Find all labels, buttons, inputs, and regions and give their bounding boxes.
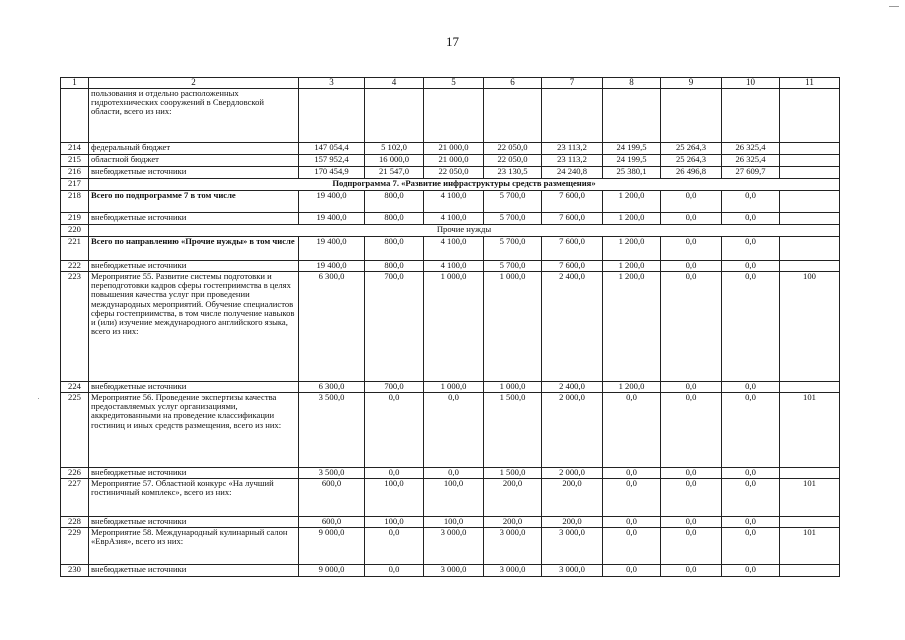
row-number: 219 bbox=[61, 212, 89, 224]
amount-cell: 200,0 bbox=[484, 516, 542, 527]
table-row bbox=[61, 478, 840, 516]
amount-cell: 27 609,7 bbox=[722, 166, 780, 178]
amount-cell: 3 500,0 bbox=[299, 392, 365, 467]
amount-cell: 3 000,0 bbox=[542, 527, 603, 564]
amount-cell: 800,0 bbox=[365, 260, 424, 271]
row-description: внебюджетные источники bbox=[89, 564, 299, 576]
amount-cell: 0,0 bbox=[603, 516, 661, 527]
amount-cell: 0,0 bbox=[661, 478, 722, 516]
amount-cell: 700,0 bbox=[365, 271, 424, 381]
amount-cell: 23 113,2 bbox=[542, 142, 603, 154]
row-number: 215 bbox=[61, 154, 89, 166]
amount-cell: 0,0 bbox=[661, 212, 722, 224]
table-row bbox=[61, 392, 840, 467]
amount-cell: 1 200,0 bbox=[603, 236, 661, 260]
amount-cell bbox=[542, 88, 603, 142]
row-number: 221 bbox=[61, 236, 89, 260]
amount-cell: 100,0 bbox=[424, 516, 484, 527]
amount-cell: 19 400,0 bbox=[299, 260, 365, 271]
amount-cell: 3 000,0 bbox=[424, 564, 484, 576]
amount-cell: 3 500,0 bbox=[299, 467, 365, 478]
amount-cell: 4 100,0 bbox=[424, 190, 484, 212]
amount-cell: 0,0 bbox=[661, 190, 722, 212]
column-header: 9 bbox=[661, 78, 722, 89]
amount-cell: 200,0 bbox=[542, 478, 603, 516]
amount-cell: 0,0 bbox=[722, 392, 780, 467]
amount-cell: 0,0 bbox=[661, 236, 722, 260]
amount-cell bbox=[661, 88, 722, 142]
column-header: 6 bbox=[484, 78, 542, 89]
column-header: 2 bbox=[89, 78, 299, 89]
amount-cell: 700,0 bbox=[365, 381, 424, 392]
amount-cell: 9 000,0 bbox=[299, 564, 365, 576]
amount-cell: 26 325,4 bbox=[722, 142, 780, 154]
table-row bbox=[61, 224, 840, 236]
amount-cell: 170 454,9 bbox=[299, 166, 365, 178]
column-header: 1 bbox=[61, 78, 89, 89]
amount-cell: 25 264,3 bbox=[661, 154, 722, 166]
table-row bbox=[61, 166, 840, 178]
row-number: 227 bbox=[61, 478, 89, 516]
amount-cell: 26 325,4 bbox=[722, 154, 780, 166]
amount-cell: 0,0 bbox=[661, 271, 722, 381]
budget-table-container bbox=[60, 77, 839, 577]
amount-cell bbox=[424, 88, 484, 142]
row-number: 220 bbox=[61, 224, 89, 236]
column-header: 5 bbox=[424, 78, 484, 89]
column-header: 10 bbox=[722, 78, 780, 89]
row-description: внебюджетные источники bbox=[89, 166, 299, 178]
target-indicator-cell bbox=[780, 260, 840, 271]
column-header: 7 bbox=[542, 78, 603, 89]
amount-cell: 19 400,0 bbox=[299, 236, 365, 260]
section-heading: Подпрограмма 7. «Развитие инфраструктуры средств размещения» bbox=[89, 178, 840, 190]
amount-cell: 0,0 bbox=[722, 260, 780, 271]
amount-cell: 100,0 bbox=[424, 478, 484, 516]
amount-cell: 0,0 bbox=[722, 381, 780, 392]
amount-cell: 5 700,0 bbox=[484, 260, 542, 271]
scan-mark bbox=[38, 398, 39, 399]
amount-cell: 19 400,0 bbox=[299, 212, 365, 224]
target-indicator-cell: 101 bbox=[780, 392, 840, 467]
row-description: внебюджетные источники bbox=[89, 467, 299, 478]
amount-cell: 0,0 bbox=[603, 392, 661, 467]
row-description: федеральный бюджет bbox=[89, 142, 299, 154]
amount-cell: 6 300,0 bbox=[299, 381, 365, 392]
amount-cell: 0,0 bbox=[722, 190, 780, 212]
amount-cell: 24 240,8 bbox=[542, 166, 603, 178]
row-number: 225 bbox=[61, 392, 89, 467]
table-body bbox=[61, 88, 840, 576]
row-number bbox=[61, 88, 89, 142]
amount-cell: 19 400,0 bbox=[299, 190, 365, 212]
table-row bbox=[61, 178, 840, 190]
amount-cell: 3 000,0 bbox=[424, 527, 484, 564]
target-indicator-cell bbox=[780, 467, 840, 478]
amount-cell: 157 952,4 bbox=[299, 154, 365, 166]
amount-cell: 2 400,0 bbox=[542, 271, 603, 381]
column-header: 11 bbox=[780, 78, 840, 89]
row-description: Мероприятие 55. Развитие системы подготовки и переподготовки кадров сферы гостеприимства в целях повышения качества услуг при проведении международных мероприятий. Обучение специалистов сферы гостеприимства, в том числе получение навыков и (или) изучение международного английского языка, всего из них: bbox=[89, 271, 299, 381]
amount-cell: 1 200,0 bbox=[603, 190, 661, 212]
row-description: Всего по направлению «Прочие нужды» в том числе bbox=[89, 236, 299, 260]
amount-cell: 0,0 bbox=[722, 478, 780, 516]
row-description: внебюджетные источники bbox=[89, 212, 299, 224]
amount-cell: 1 000,0 bbox=[484, 271, 542, 381]
table-row bbox=[61, 88, 840, 142]
amount-cell: 21 547,0 bbox=[365, 166, 424, 178]
amount-cell: 0,0 bbox=[661, 467, 722, 478]
target-indicator-cell bbox=[780, 190, 840, 212]
amount-cell: 1 200,0 bbox=[603, 212, 661, 224]
row-number: 230 bbox=[61, 564, 89, 576]
amount-cell bbox=[603, 88, 661, 142]
target-indicator-cell bbox=[780, 236, 840, 260]
table-row bbox=[61, 154, 840, 166]
amount-cell: 22 050,0 bbox=[484, 154, 542, 166]
amount-cell: 24 199,5 bbox=[603, 154, 661, 166]
amount-cell: 23 130,5 bbox=[484, 166, 542, 178]
section-heading: Прочие нужды bbox=[89, 224, 840, 236]
amount-cell: 100,0 bbox=[365, 478, 424, 516]
amount-cell: 0,0 bbox=[365, 527, 424, 564]
amount-cell: 200,0 bbox=[542, 516, 603, 527]
amount-cell: 5 102,0 bbox=[365, 142, 424, 154]
amount-cell: 600,0 bbox=[299, 478, 365, 516]
row-number: 228 bbox=[61, 516, 89, 527]
amount-cell: 6 300,0 bbox=[299, 271, 365, 381]
target-indicator-cell bbox=[780, 154, 840, 166]
column-header: 4 bbox=[365, 78, 424, 89]
amount-cell: 0,0 bbox=[661, 260, 722, 271]
amount-cell: 0,0 bbox=[603, 564, 661, 576]
row-number: 216 bbox=[61, 166, 89, 178]
amount-cell: 0,0 bbox=[365, 467, 424, 478]
amount-cell: 2 000,0 bbox=[542, 392, 603, 467]
amount-cell: 0,0 bbox=[661, 392, 722, 467]
amount-cell: 147 054,4 bbox=[299, 142, 365, 154]
amount-cell: 3 000,0 bbox=[484, 564, 542, 576]
amount-cell: 3 000,0 bbox=[542, 564, 603, 576]
amount-cell: 3 000,0 bbox=[484, 527, 542, 564]
table-row bbox=[61, 260, 840, 271]
amount-cell: 1 000,0 bbox=[424, 381, 484, 392]
table-row bbox=[61, 142, 840, 154]
target-indicator-cell bbox=[780, 212, 840, 224]
amount-cell: 23 113,2 bbox=[542, 154, 603, 166]
amount-cell: 0,0 bbox=[722, 527, 780, 564]
amount-cell: 1 500,0 bbox=[484, 467, 542, 478]
amount-cell: 800,0 bbox=[365, 212, 424, 224]
row-number: 229 bbox=[61, 527, 89, 564]
amount-cell: 1 200,0 bbox=[603, 381, 661, 392]
budget-table bbox=[60, 77, 840, 577]
amount-cell: 1 200,0 bbox=[603, 271, 661, 381]
target-indicator-cell: 100 bbox=[780, 271, 840, 381]
amount-cell: 0,0 bbox=[603, 478, 661, 516]
amount-cell: 22 050,0 bbox=[484, 142, 542, 154]
column-header: 8 bbox=[603, 78, 661, 89]
amount-cell: 21 000,0 bbox=[424, 142, 484, 154]
amount-cell: 0,0 bbox=[722, 212, 780, 224]
table-row bbox=[61, 467, 840, 478]
amount-cell: 0,0 bbox=[722, 564, 780, 576]
amount-cell: 0,0 bbox=[722, 467, 780, 478]
row-description: Мероприятие 56. Проведение экспертизы качества предоставляемых услуг организациями, аккредитованными на проведение классификации гостиниц и иных средств размещения, всего из них: bbox=[89, 392, 299, 467]
amount-cell: 5 700,0 bbox=[484, 190, 542, 212]
amount-cell: 800,0 bbox=[365, 190, 424, 212]
column-header-row bbox=[61, 78, 840, 89]
amount-cell: 25 380,1 bbox=[603, 166, 661, 178]
target-indicator-cell bbox=[780, 142, 840, 154]
table-row bbox=[61, 190, 840, 212]
target-indicator-cell bbox=[780, 516, 840, 527]
amount-cell: 7 600,0 bbox=[542, 212, 603, 224]
amount-cell: 200,0 bbox=[484, 478, 542, 516]
row-number: 218 bbox=[61, 190, 89, 212]
target-indicator-cell bbox=[780, 381, 840, 392]
row-number: 217 bbox=[61, 178, 89, 190]
amount-cell: 0,0 bbox=[722, 516, 780, 527]
row-description: областной бюджет bbox=[89, 154, 299, 166]
amount-cell: 2 400,0 bbox=[542, 381, 603, 392]
amount-cell: 0,0 bbox=[365, 564, 424, 576]
amount-cell: 21 000,0 bbox=[424, 154, 484, 166]
row-description: внебюджетные источники bbox=[89, 260, 299, 271]
row-description: внебюджетные источники bbox=[89, 381, 299, 392]
row-description: внебюджетные источники bbox=[89, 516, 299, 527]
amount-cell bbox=[484, 88, 542, 142]
table-row bbox=[61, 212, 840, 224]
amount-cell: 4 100,0 bbox=[424, 236, 484, 260]
amount-cell: 1 500,0 bbox=[484, 392, 542, 467]
amount-cell: 1 200,0 bbox=[603, 260, 661, 271]
target-indicator-cell bbox=[780, 88, 840, 142]
amount-cell: 4 100,0 bbox=[424, 212, 484, 224]
amount-cell: 0,0 bbox=[661, 527, 722, 564]
target-indicator-cell: 101 bbox=[780, 478, 840, 516]
amount-cell: 2 000,0 bbox=[542, 467, 603, 478]
table-row bbox=[61, 271, 840, 381]
row-description: Всего по подпрограмме 7 в том числе bbox=[89, 190, 299, 212]
table-row bbox=[61, 236, 840, 260]
row-number: 224 bbox=[61, 381, 89, 392]
amount-cell: 9 000,0 bbox=[299, 527, 365, 564]
column-header: 3 bbox=[299, 78, 365, 89]
row-number: 223 bbox=[61, 271, 89, 381]
amount-cell: 7 600,0 bbox=[542, 260, 603, 271]
amount-cell: 0,0 bbox=[661, 516, 722, 527]
amount-cell: 22 050,0 bbox=[424, 166, 484, 178]
target-indicator-cell bbox=[780, 166, 840, 178]
page-number: 17 bbox=[446, 34, 459, 49]
amount-cell: 0,0 bbox=[424, 392, 484, 467]
row-number: 222 bbox=[61, 260, 89, 271]
amount-cell: 0,0 bbox=[722, 271, 780, 381]
row-number: 226 bbox=[61, 467, 89, 478]
row-description: Мероприятие 57. Областной конкурс «На лучший гостиничный комплекс», всего из них: bbox=[89, 478, 299, 516]
scan-mark bbox=[889, 6, 899, 7]
amount-cell: 7 600,0 bbox=[542, 236, 603, 260]
amount-cell: 1 000,0 bbox=[484, 381, 542, 392]
amount-cell: 1 000,0 bbox=[424, 271, 484, 381]
amount-cell: 25 264,3 bbox=[661, 142, 722, 154]
amount-cell: 800,0 bbox=[365, 236, 424, 260]
amount-cell: 24 199,5 bbox=[603, 142, 661, 154]
amount-cell: 0,0 bbox=[603, 467, 661, 478]
amount-cell: 0,0 bbox=[365, 392, 424, 467]
amount-cell bbox=[722, 88, 780, 142]
amount-cell: 7 600,0 bbox=[542, 190, 603, 212]
amount-cell: 5 700,0 bbox=[484, 236, 542, 260]
table-row bbox=[61, 527, 840, 564]
amount-cell: 0,0 bbox=[661, 381, 722, 392]
amount-cell: 0,0 bbox=[661, 564, 722, 576]
amount-cell: 600,0 bbox=[299, 516, 365, 527]
amount-cell: 100,0 bbox=[365, 516, 424, 527]
amount-cell: 5 700,0 bbox=[484, 212, 542, 224]
amount-cell: 0,0 bbox=[424, 467, 484, 478]
amount-cell: 0,0 bbox=[722, 236, 780, 260]
amount-cell: 0,0 bbox=[603, 527, 661, 564]
row-description: пользования и отдельно расположенных гидротехнических сооружений в Свердловской области, всего из них: bbox=[89, 88, 299, 142]
table-row bbox=[61, 516, 840, 527]
row-number: 214 bbox=[61, 142, 89, 154]
amount-cell bbox=[365, 88, 424, 142]
target-indicator-cell bbox=[780, 564, 840, 576]
target-indicator-cell: 101 bbox=[780, 527, 840, 564]
amount-cell: 26 496,8 bbox=[661, 166, 722, 178]
row-description: Мероприятие 58. Международный кулинарный салон «ЕврАзия», всего из них: bbox=[89, 527, 299, 564]
table-row bbox=[61, 564, 840, 576]
amount-cell: 16 000,0 bbox=[365, 154, 424, 166]
amount-cell bbox=[299, 88, 365, 142]
table-row bbox=[61, 381, 840, 392]
amount-cell: 4 100,0 bbox=[424, 260, 484, 271]
